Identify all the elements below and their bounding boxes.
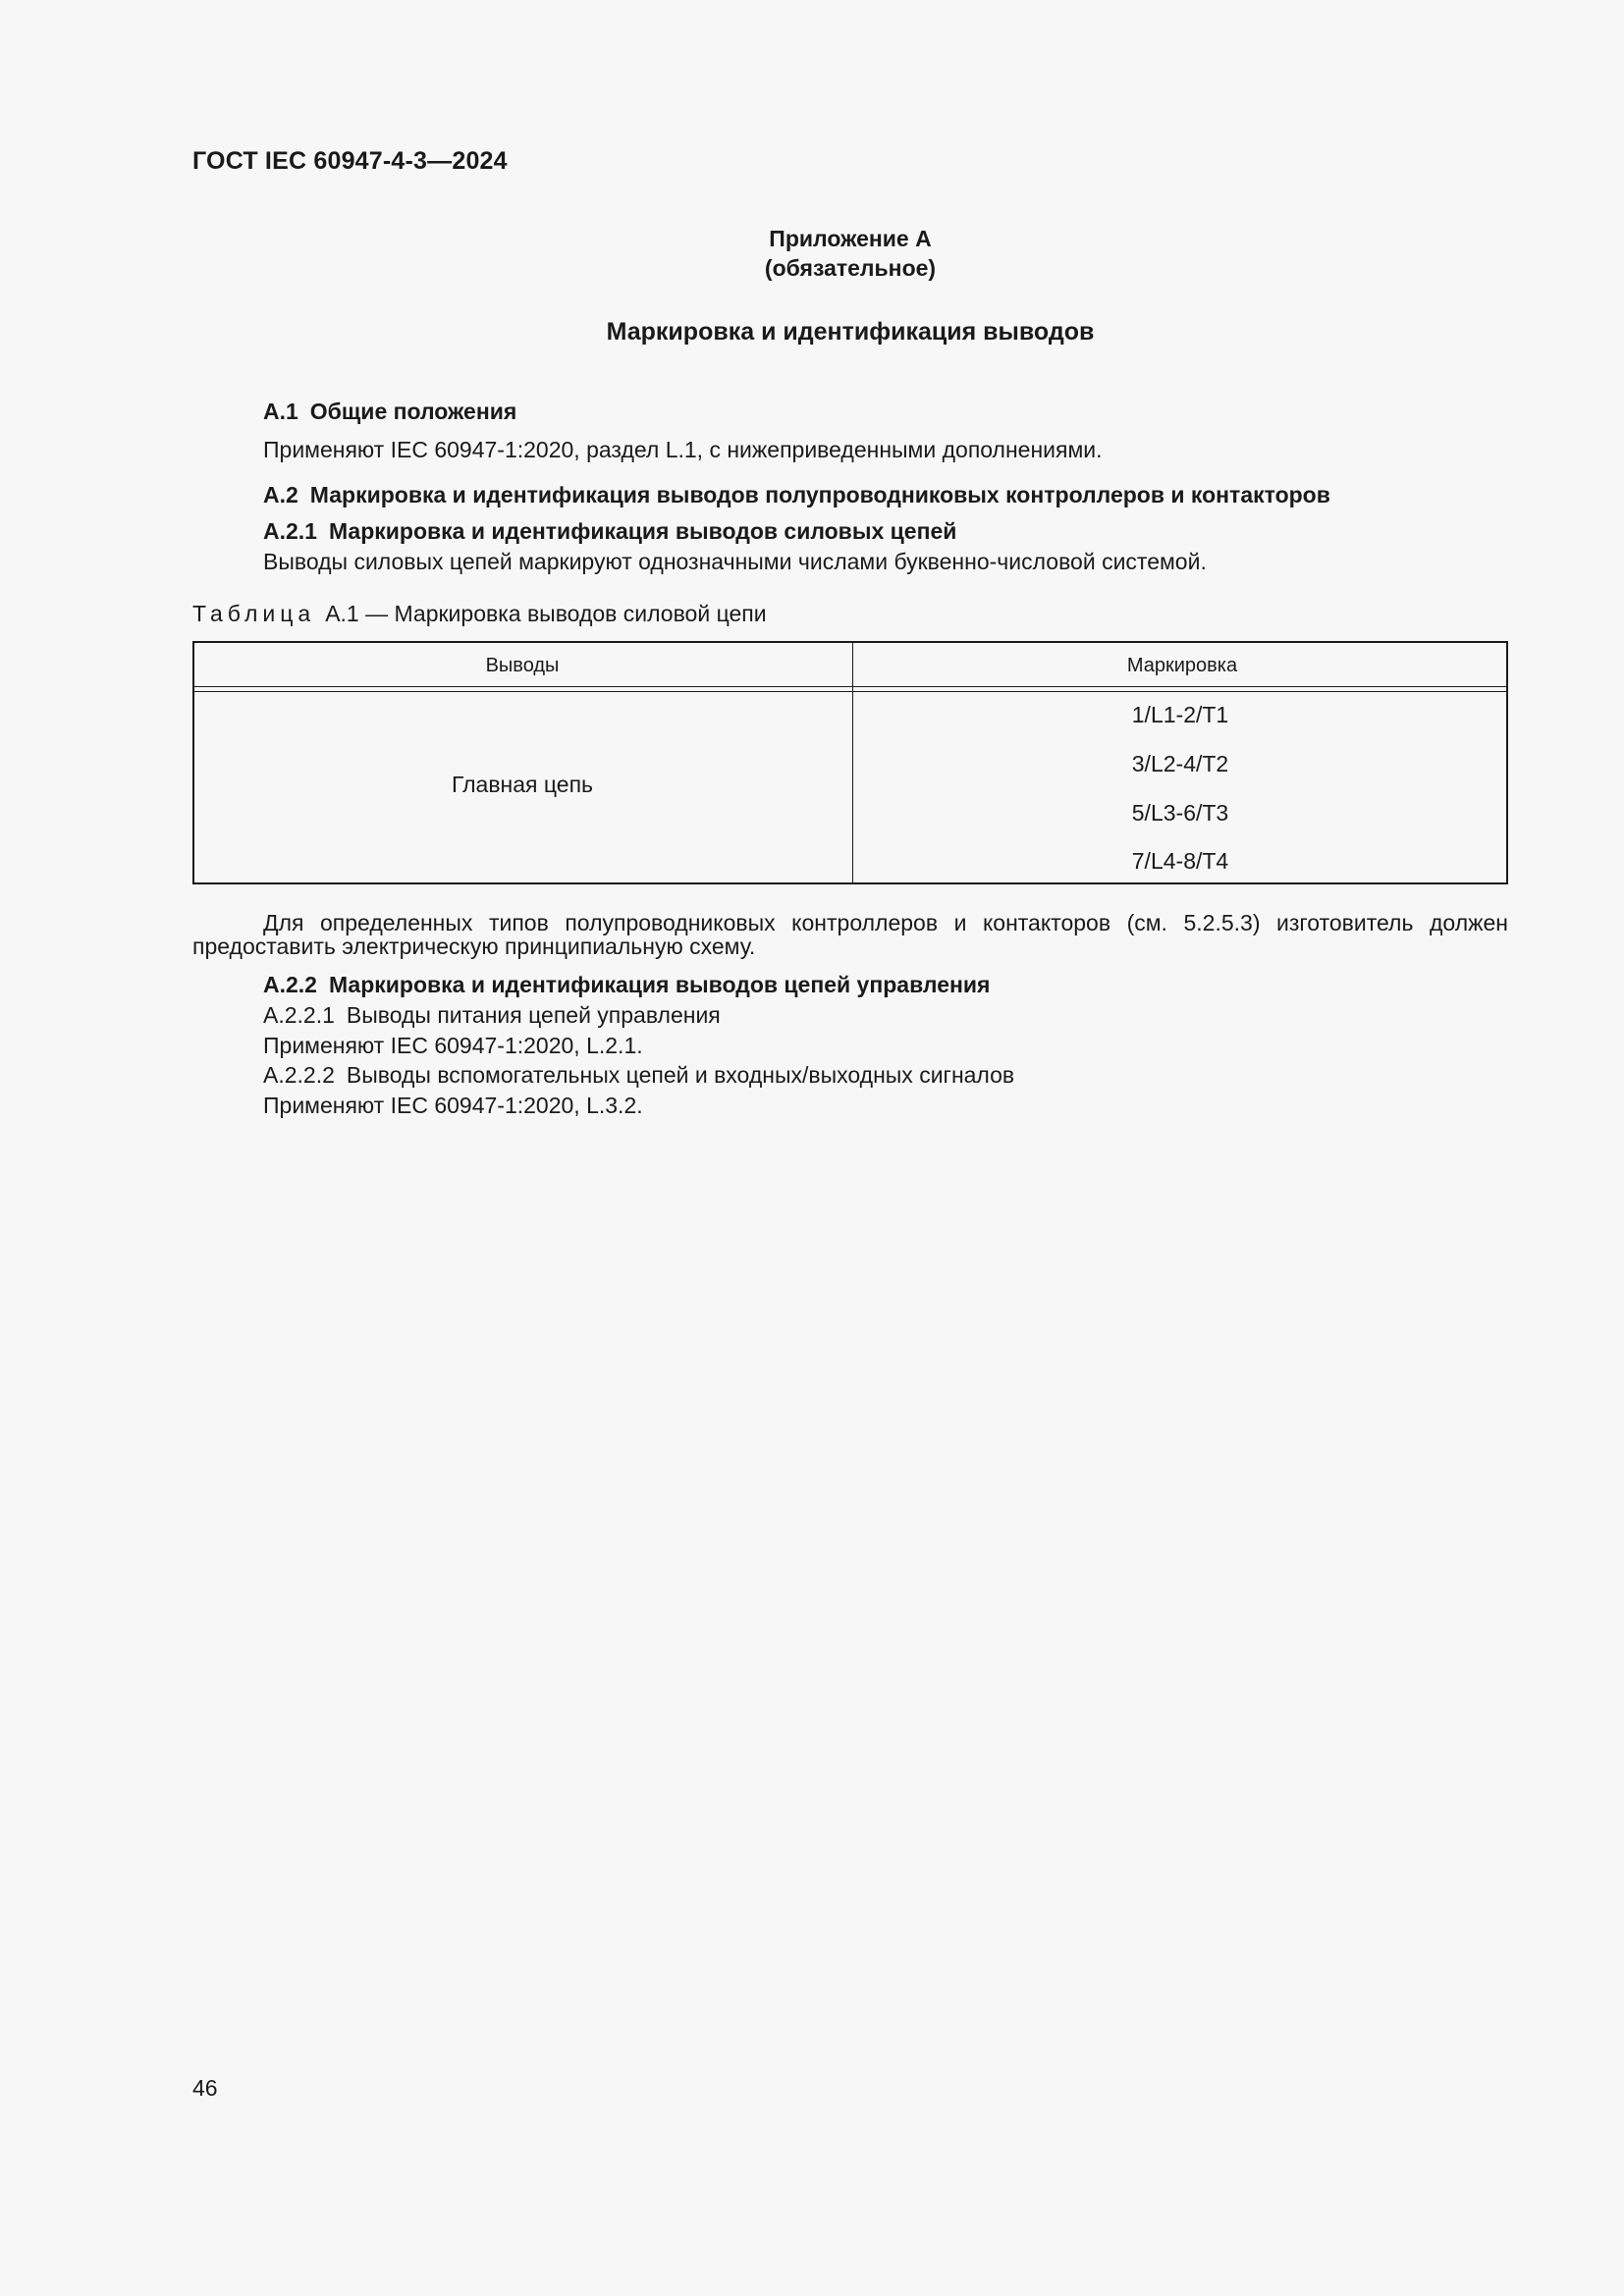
section-number: А.2.2.2 — [263, 1062, 335, 1088]
table-cell-marking: 3/L2-4/T2 — [1131, 751, 1229, 776]
section-a21-heading — [263, 518, 956, 545]
table-caption — [192, 601, 767, 627]
section-title: Маркировка и идентификация выводов полупроводниковых контроллеров и контакторов — [309, 482, 1330, 507]
section-a21-body: Выводы силовых цепей маркируют однозначными числами буквенно-числовой системой. — [263, 549, 1207, 574]
section-number: А.2.1 — [263, 518, 317, 544]
section-title: Маркировка и идентификация выводов цепей управления — [328, 972, 991, 997]
table-cell-marking: 1/L1-2/T1 — [1131, 702, 1229, 727]
document-header: ГОСТ IEC 60947-4-3—2024 — [192, 147, 508, 175]
annex-name: Приложение А — [769, 226, 932, 251]
table-header-divider — [194, 691, 1506, 692]
table-header-marking: Маркировка — [1126, 655, 1238, 676]
section-title: Выводы вспомогательных цепей и входных/выходных сигналов — [346, 1062, 1015, 1088]
section-a2-heading — [263, 482, 1330, 508]
table-cell-marking: 7/L4-8/T4 — [1131, 848, 1229, 874]
section-title: Выводы питания цепей управления — [346, 1002, 721, 1028]
markings-table — [192, 641, 1508, 884]
section-a1-heading — [263, 399, 516, 425]
section-title: Общие положения — [309, 399, 517, 424]
table-caption-word: Таблица — [192, 601, 316, 626]
table-caption-title: А.1 — Маркировка выводов силовой цепи — [325, 601, 767, 626]
section-number: А.2.2 — [263, 972, 317, 997]
section-title: Маркировка и идентификация выводов силовых цепей — [328, 518, 957, 544]
section-a221-body: Применяют IEC 60947-1:2020, L.2.1. — [263, 1033, 643, 1058]
table-cell-terminal: Главная цепь — [451, 772, 594, 797]
paragraph-after-table: Для определенных типов полупроводниковых контроллеров и контакторов (см. 5.2.5.3) изготовитель должен предоставить электрическую принципиальную схему. — [192, 910, 1508, 959]
section-a222-heading — [263, 1062, 1014, 1089]
section-number: А.2.2.1 — [263, 1002, 335, 1028]
section-number: А.1 — [263, 399, 298, 424]
table-header-terminals: Выводы — [485, 655, 560, 676]
section-a22-heading — [263, 972, 990, 998]
section-a222-body: Применяют IEC 60947-1:2020, L.3.2. — [263, 1093, 643, 1118]
annex-subject: Маркировка и идентификация выводов — [606, 318, 1095, 346]
table-cell-marking: 5/L3-6/T3 — [1131, 800, 1229, 826]
section-number: А.2 — [263, 482, 298, 507]
table-header-divider — [194, 686, 1506, 687]
section-a1-body: Применяют IEC 60947-1:2020, раздел L.1, с нижеприведенными дополнениями. — [263, 437, 1103, 462]
table-column-divider — [852, 643, 853, 882]
annex-kind: (обязательное) — [764, 255, 937, 281]
page-number: 46 — [192, 2075, 218, 2101]
section-a221-heading — [263, 1002, 721, 1029]
